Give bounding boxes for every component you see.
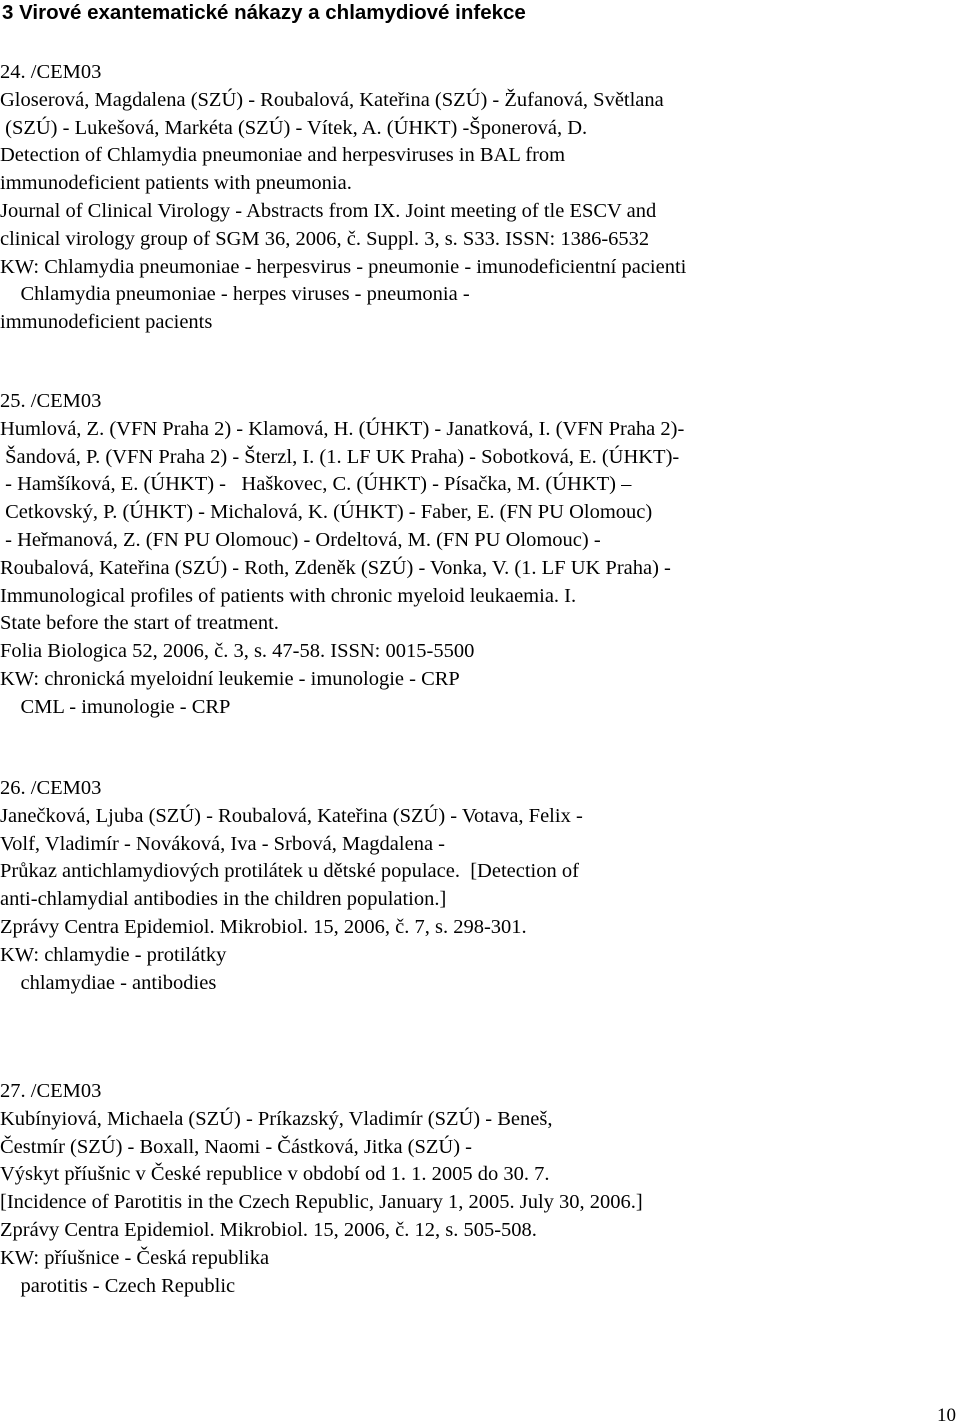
page-title: 3 Virové exantematické nákazy a chlamydiové infekce: [2, 1, 526, 24]
entry-authors: Cetkovský, P. (ÚHKT) - Michalová, K. (ÚHKT) - Faber, E. (FN PU Olomouc): [0, 501, 653, 524]
entry-authors: (SZÚ) - Lukešová, Markéta (SZÚ) - Vítek, A. (ÚHKT) -Šponerová, D.: [0, 116, 588, 139]
entry-source: Zprávy Centra Epidemiol. Mikrobiol. 15, 2006, č. 12, s. 505-508.: [0, 1218, 537, 1241]
entry-keywords: CML - imunologie - CRP: [0, 695, 231, 718]
entry-id: 24. /CEM03: [0, 61, 102, 83]
entry-title: Immunological profiles of patients with chronic myeloid leukaemia. I.: [0, 584, 577, 607]
entry-authors: Roubalová, Kateřina (SZÚ) - Roth, Zdeněk (SZÚ) - Vonka, V. (1. LF UK Praha) -: [0, 556, 671, 579]
entry-source: clinical virology group of SGM 36, 2006, č. Suppl. 3, s. S33. ISSN: 1386-6532: [0, 227, 650, 250]
bibliography-entry-27: [0, 1078, 960, 1300]
entry-authors: Humlová, Z. (VFN Praha 2) - Klamová, H. (ÚHKT) - Janatková, I. (VFN Praha 2)-: [0, 417, 685, 440]
entry-authors: Gloserová, Magdalena (SZÚ) - Roubalová, Kateřina (SZÚ) - Žufanová, Světlana: [0, 88, 664, 111]
entry-keywords: KW: chlamydie - protilátky: [0, 943, 227, 966]
entry-id: 27. /CEM03: [0, 1080, 102, 1102]
entry-keywords: KW: příušnice - Česká republika: [0, 1246, 270, 1269]
entry-source: Journal of Clinical Virology - Abstracts from IX. Joint meeting of tle ESCV and: [0, 199, 657, 222]
entry-title: Průkaz antichlamydiových protilátek u dětské populace. [Detection of: [0, 860, 579, 883]
entry-authors: - Hamšíková, E. (ÚHKT) - Haškovec, C. (ÚHKT) - Písačka, M. (ÚHKT) –: [0, 473, 632, 496]
entry-id: 25. /CEM03: [0, 390, 102, 412]
entry-title: Výskyt příušnic v České republice v období od 1. 1. 2005 do 30. 7.: [0, 1163, 550, 1186]
entry-title: immunodeficient patients with pneumonia.: [0, 172, 352, 195]
entry-title: [Incidence of Parotitis in the Czech Republic, January 1, 2005. July 30, 2006.]: [0, 1191, 643, 1214]
entry-keywords: parotitis - Czech Republic: [0, 1274, 236, 1297]
entry-keywords: KW: Chlamydia pneumoniae - herpesvirus - pneumonie - imunodeficientní pacienti: [0, 255, 687, 278]
entry-authors: Šandová, P. (VFN Praha 2) - Šterzl, I. (1. LF UK Praha) - Sobotková, E. (ÚHKT)-: [0, 445, 680, 468]
entry-keywords: Chlamydia pneumoniae - herpes viruses - pneumonia -: [0, 283, 470, 306]
entry-title: anti-chlamydial antibodies in the children population.]: [0, 888, 447, 911]
entry-title: Detection of Chlamydia pneumoniae and herpesviruses in BAL from: [0, 144, 566, 167]
bibliography-entry-25: [0, 388, 960, 722]
entry-keywords: KW: chronická myeloidní leukemie - imunologie - CRP: [0, 667, 460, 690]
entry-authors: Čestmír (SZÚ) - Boxall, Naomi - Částková, Jitka (SZÚ) -: [0, 1135, 473, 1158]
entry-keywords: chlamydiae - antibodies: [0, 971, 217, 994]
bibliography-entry-24: [0, 59, 960, 337]
page-number: 10: [937, 1405, 956, 1426]
entry-authors: Kubínyiová, Michaela (SZÚ) - Príkazský, Vladimír (SZÚ) - Beneš,: [0, 1107, 553, 1130]
entry-authors: - Heřmanová, Z. (FN PU Olomouc) - Ordeltová, M. (FN PU Olomouc) -: [0, 528, 601, 551]
bibliography-entry-26: [0, 775, 960, 997]
entry-title: State before the start of treatment.: [0, 612, 279, 635]
entry-source: Zprávy Centra Epidemiol. Mikrobiol. 15, 2006, č. 7, s. 298-301.: [0, 915, 527, 938]
entry-authors: Janečková, Ljuba (SZÚ) - Roubalová, Kateřina (SZÚ) - Votava, Felix -: [0, 804, 583, 827]
entry-authors: Volf, Vladimír - Nováková, Iva - Srbová, Magdalena -: [0, 832, 446, 855]
entry-keywords: immunodeficient pacients: [0, 311, 213, 334]
entry-id: 26. /CEM03: [0, 777, 102, 799]
entry-source: Folia Biologica 52, 2006, č. 3, s. 47-58. ISSN: 0015-5500: [0, 640, 475, 663]
